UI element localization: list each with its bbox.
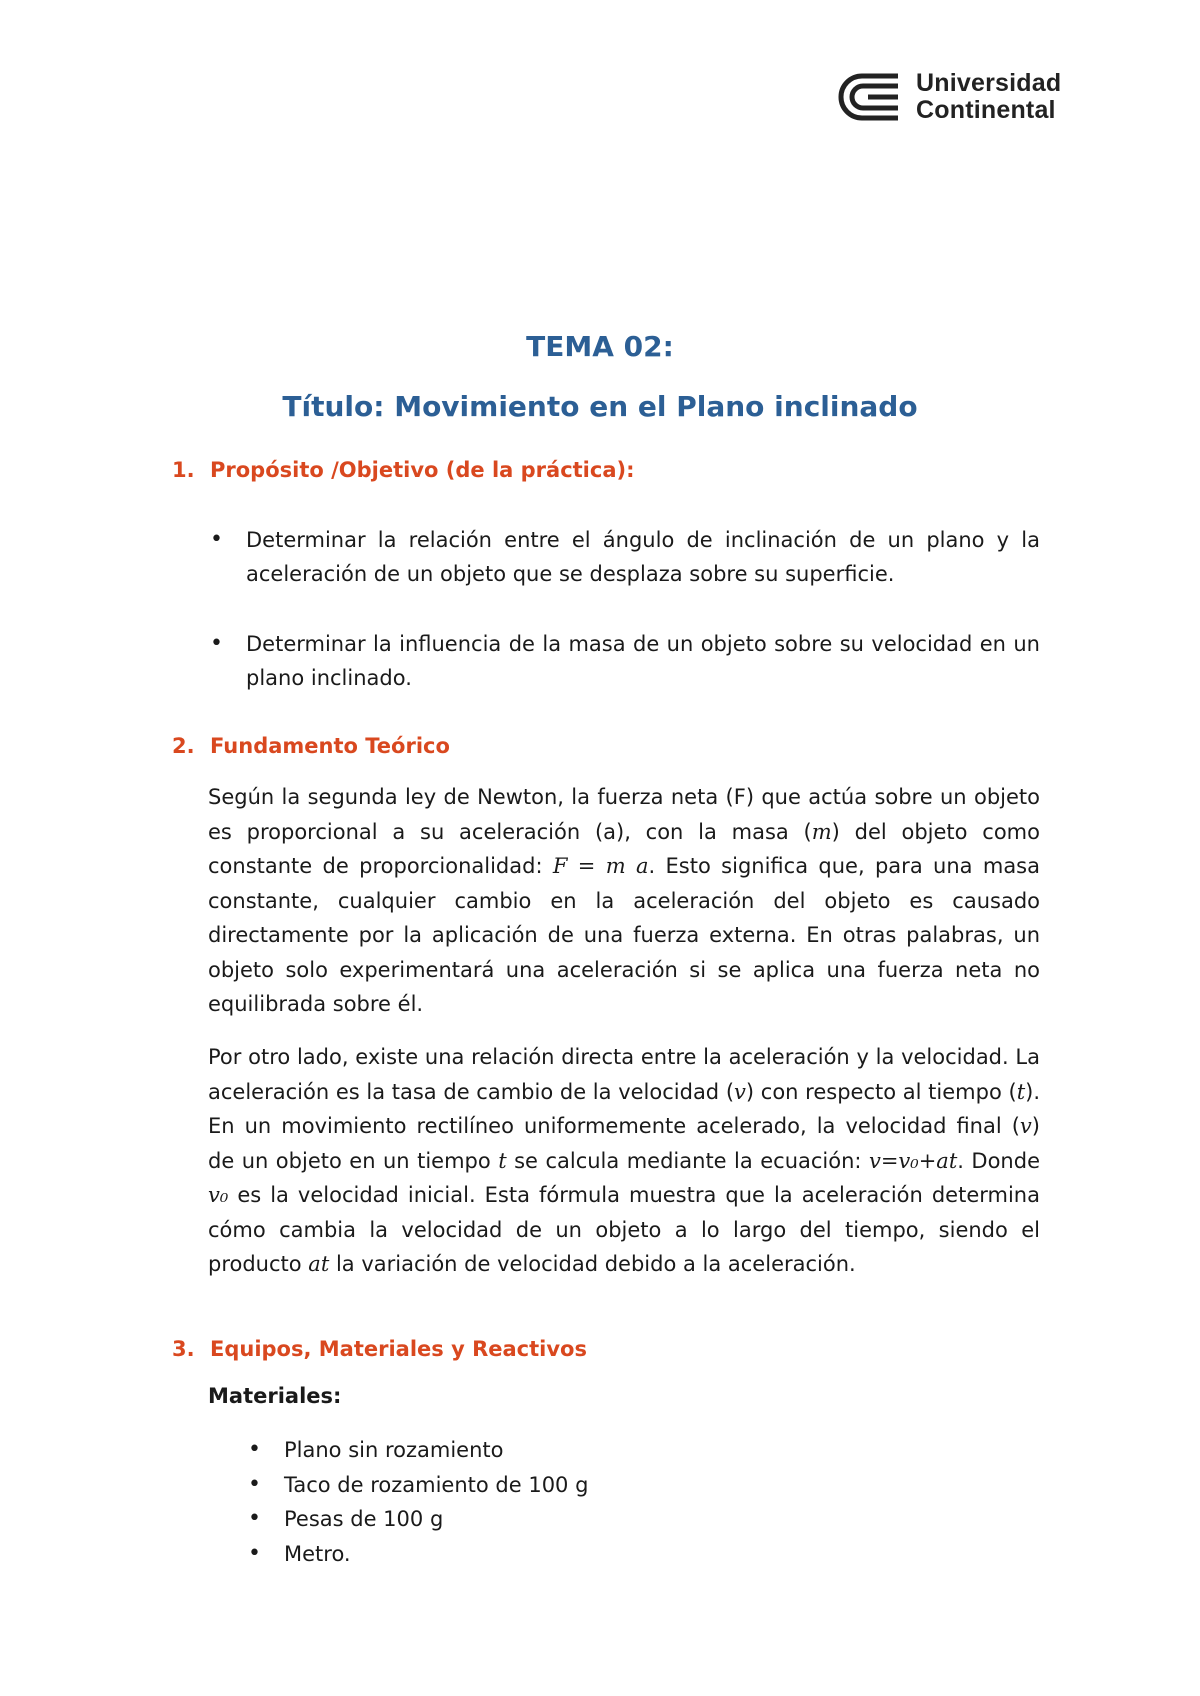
section-1-heading bbox=[172, 458, 635, 482]
section-3-title: Equipos, Materiales y Reactivos bbox=[210, 1337, 587, 1361]
document-title: Título: Movimiento en el Plano inclinado bbox=[282, 390, 918, 423]
text-span: . Esto significa que, para una masa constante, cualquier cambio en la aceleración del objeto es causado directamente por la aplicación de una fuerza externa. En otras palabras, un objeto solo experimentará una aceleración si se aplica una fuerza neta no equilibrada sobre él. bbox=[208, 854, 1040, 1016]
text-span: es la velocidad inicial. Esta fórmula muestra que la aceleración determina cómo cambia la velocidad de un objeto a lo largo del tiempo, siendo el producto bbox=[208, 1183, 1040, 1276]
objective-item: • Determinar la relación entre el ángulo de inclinación de un plano y la aceleración de un objeto que se desplaza sobre su superficie. bbox=[210, 523, 1040, 591]
math-symbol: t bbox=[1016, 1079, 1026, 1104]
newton-equation: F = m a bbox=[552, 854, 649, 878]
material-item: • Plano sin rozamiento bbox=[248, 1433, 588, 1468]
university-logo bbox=[838, 70, 1061, 124]
text-span: se calcula mediante la ecuación: bbox=[506, 1148, 869, 1173]
logo-line-2: Continental bbox=[916, 96, 1056, 124]
theory-paragraph-1 bbox=[208, 780, 1040, 1022]
text-span: Según la segunda ley de Newton, la fuerza neta (F) que actúa sobre un objeto es proporcional a su aceleración (a), con la masa ( bbox=[208, 785, 1040, 844]
section-1-title: Propósito /Objetivo (de la práctica): bbox=[210, 458, 635, 482]
material-item: • Pesas de 100 g bbox=[248, 1502, 588, 1537]
logo-text bbox=[916, 70, 1061, 124]
math-symbol: v₀ bbox=[208, 1183, 229, 1207]
section-2-heading bbox=[172, 734, 450, 758]
text-span: Por otro lado, existe una relación directa entre la aceleración y la velocidad. La aceleración es la tasa de cambio de la velocidad ( bbox=[208, 1045, 1040, 1104]
material-item: • Taco de rozamiento de 100 g bbox=[248, 1468, 588, 1503]
text-span: la variación de velocidad debido a la aceleración. bbox=[329, 1252, 856, 1276]
velocity-equation: v=v₀+at bbox=[868, 1148, 958, 1173]
text-span: ). En un movimiento rectilíneo uniformemente acelerado, la velocidad final ( bbox=[208, 1079, 1041, 1138]
text-span: . Donde bbox=[957, 1148, 1040, 1173]
math-symbol: v bbox=[734, 1079, 746, 1104]
section-1-number: 1. bbox=[172, 458, 195, 482]
math-symbol: at bbox=[308, 1252, 330, 1276]
text-span: ) de un objeto en un tiempo bbox=[208, 1114, 1040, 1173]
section-3-number: 3. bbox=[172, 1337, 195, 1361]
theory-paragraph-2 bbox=[208, 1040, 1040, 1282]
objective-item: • Determinar la influencia de la masa de un objeto sobre su velocidad en un plano inclinado. bbox=[210, 627, 1040, 695]
math-symbol: m bbox=[811, 819, 832, 844]
materials-label: Materiales: bbox=[208, 1384, 342, 1408]
material-item: • Metro. bbox=[248, 1537, 588, 1572]
materials-list bbox=[248, 1433, 588, 1571]
uc-logo-icon bbox=[838, 72, 904, 122]
logo-line-1: Universidad bbox=[916, 69, 1062, 97]
math-symbol: v bbox=[1019, 1114, 1032, 1138]
objectives-list bbox=[210, 523, 1040, 695]
tema-heading: TEMA 02: bbox=[526, 330, 674, 363]
math-symbol: t bbox=[498, 1148, 507, 1173]
section-2-title: Fundamento Teórico bbox=[210, 734, 450, 758]
text-span: ) con respecto al tiempo ( bbox=[745, 1079, 1017, 1104]
section-3-heading bbox=[172, 1337, 587, 1361]
section-2-number: 2. bbox=[172, 734, 195, 758]
text-span: ) del objeto como constante de proporcionalidad: bbox=[208, 819, 1040, 878]
